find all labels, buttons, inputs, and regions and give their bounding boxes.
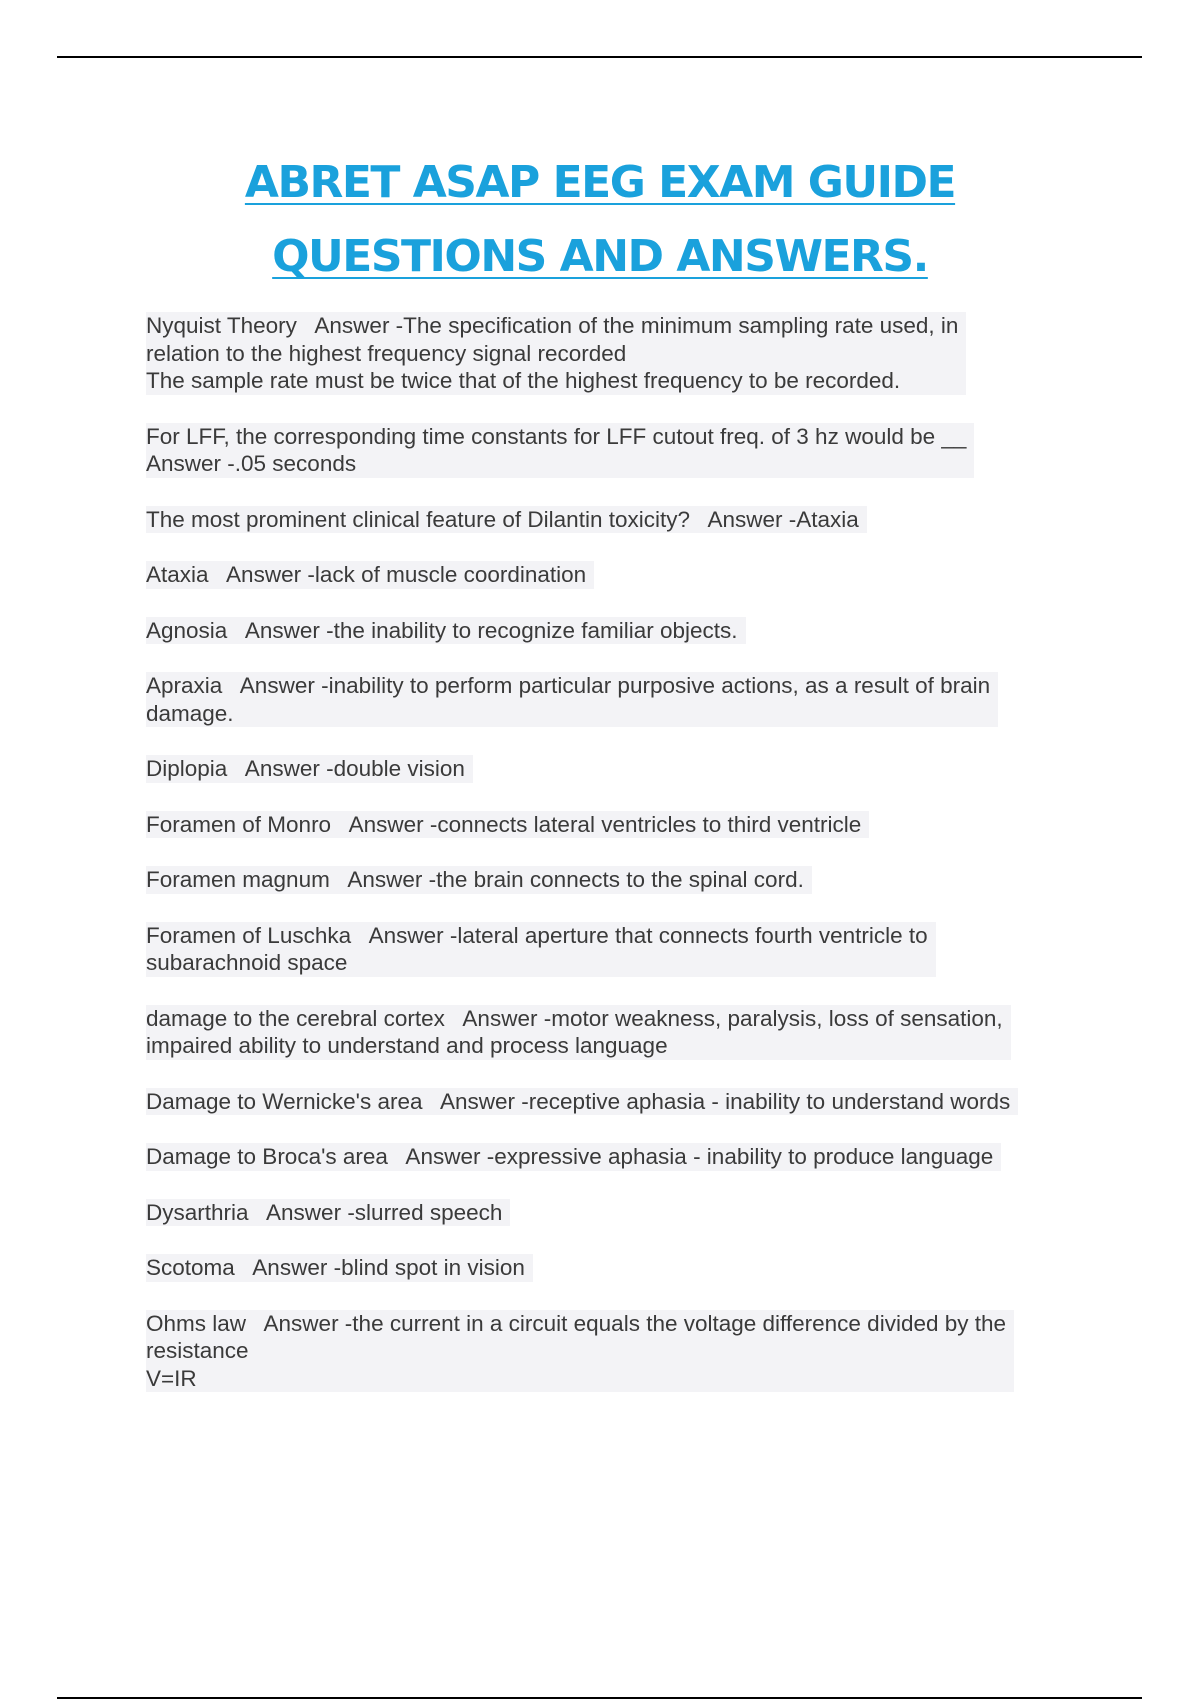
qa-text-line: Apraxia Answer -inability to perform particular purposive actions, as a result of brain: [146, 673, 991, 698]
qa-list: [146, 312, 1086, 1420]
qa-text-line: Agnosia Answer -the inability to recognize familiar objects.: [146, 617, 738, 643]
qa-entry: [146, 1143, 1001, 1171]
title-line-1: ABRET ASAP EEG EXAM GUIDE: [244, 157, 956, 208]
qa-text-line: Damage to Wernicke's area Answer -receptive aphasia - inability to understand words: [146, 1088, 1011, 1114]
qa-entry: [146, 672, 998, 727]
qa-text-line: The most prominent clinical feature of Dilantin toxicity? Answer -Ataxia: [146, 506, 859, 532]
qa-text-line: Foramen of Luschka Answer -lateral aperture that connects fourth ventricle to: [146, 922, 928, 948]
qa-entry: [146, 811, 869, 839]
qa-entry: [146, 755, 473, 783]
title-line-2: QUESTIONS AND ANSWERS.: [272, 231, 928, 282]
qa-entry: [146, 1199, 510, 1227]
qa-entry: [146, 866, 812, 894]
qa-text-line: Dysarthria Answer -slurred speech: [146, 1199, 503, 1225]
qa-text-line: Damage to Broca's area Answer -expressive aphasia - inability to produce language: [146, 1144, 994, 1169]
qa-text-line: damage.: [146, 700, 234, 726]
qa-entry: [146, 1254, 533, 1282]
qa-entry: [146, 423, 974, 478]
qa-entry: [146, 506, 867, 534]
top-divider: [57, 56, 1142, 58]
qa-entry: [146, 1310, 1014, 1393]
qa-text-line: Foramen magnum Answer -the brain connects to the spinal cord.: [146, 867, 804, 892]
qa-entry: [146, 1005, 1011, 1060]
qa-text-line: Ataxia Answer -lack of muscle coordination: [146, 562, 587, 587]
qa-entry: [146, 312, 966, 395]
qa-text-line: Answer -.05 seconds: [146, 451, 357, 476]
qa-text-line: subarachnoid space: [146, 950, 348, 975]
document-title: [0, 146, 1200, 294]
qa-text-line: impaired ability to understand and process language: [146, 1033, 668, 1058]
qa-entry: [146, 1088, 1018, 1116]
qa-text-line: For LFF, the corresponding time constants for LFF cutout freq. of 3 hz would be __: [146, 423, 967, 449]
qa-entry: [146, 617, 746, 645]
qa-text-line: The sample rate must be twice that of the highest frequency to be recorded.: [146, 368, 901, 393]
qa-entry: [146, 922, 936, 977]
bottom-divider: [57, 1697, 1142, 1699]
qa-text-line: V=IR: [146, 1365, 197, 1391]
qa-text-line: Diplopia Answer -double vision: [146, 756, 465, 781]
qa-text-line: resistance: [146, 1338, 249, 1363]
qa-entry: [146, 561, 594, 589]
qa-text-line: damage to the cerebral cortex Answer -motor weakness, paralysis, loss of sensation,: [146, 1005, 1003, 1031]
qa-text-line: Nyquist Theory Answer -The specification of the minimum sampling rate used, in: [146, 313, 959, 338]
qa-text-line: relation to the highest frequency signal recorded: [146, 340, 627, 366]
qa-text-line: Ohms law Answer -the current in a circuit equals the voltage difference divided by the: [146, 1310, 1007, 1336]
qa-text-line: Foramen of Monro Answer -connects lateral ventricles to third ventricle: [146, 811, 862, 837]
qa-text-line: Scotoma Answer -blind spot in vision: [146, 1255, 525, 1280]
